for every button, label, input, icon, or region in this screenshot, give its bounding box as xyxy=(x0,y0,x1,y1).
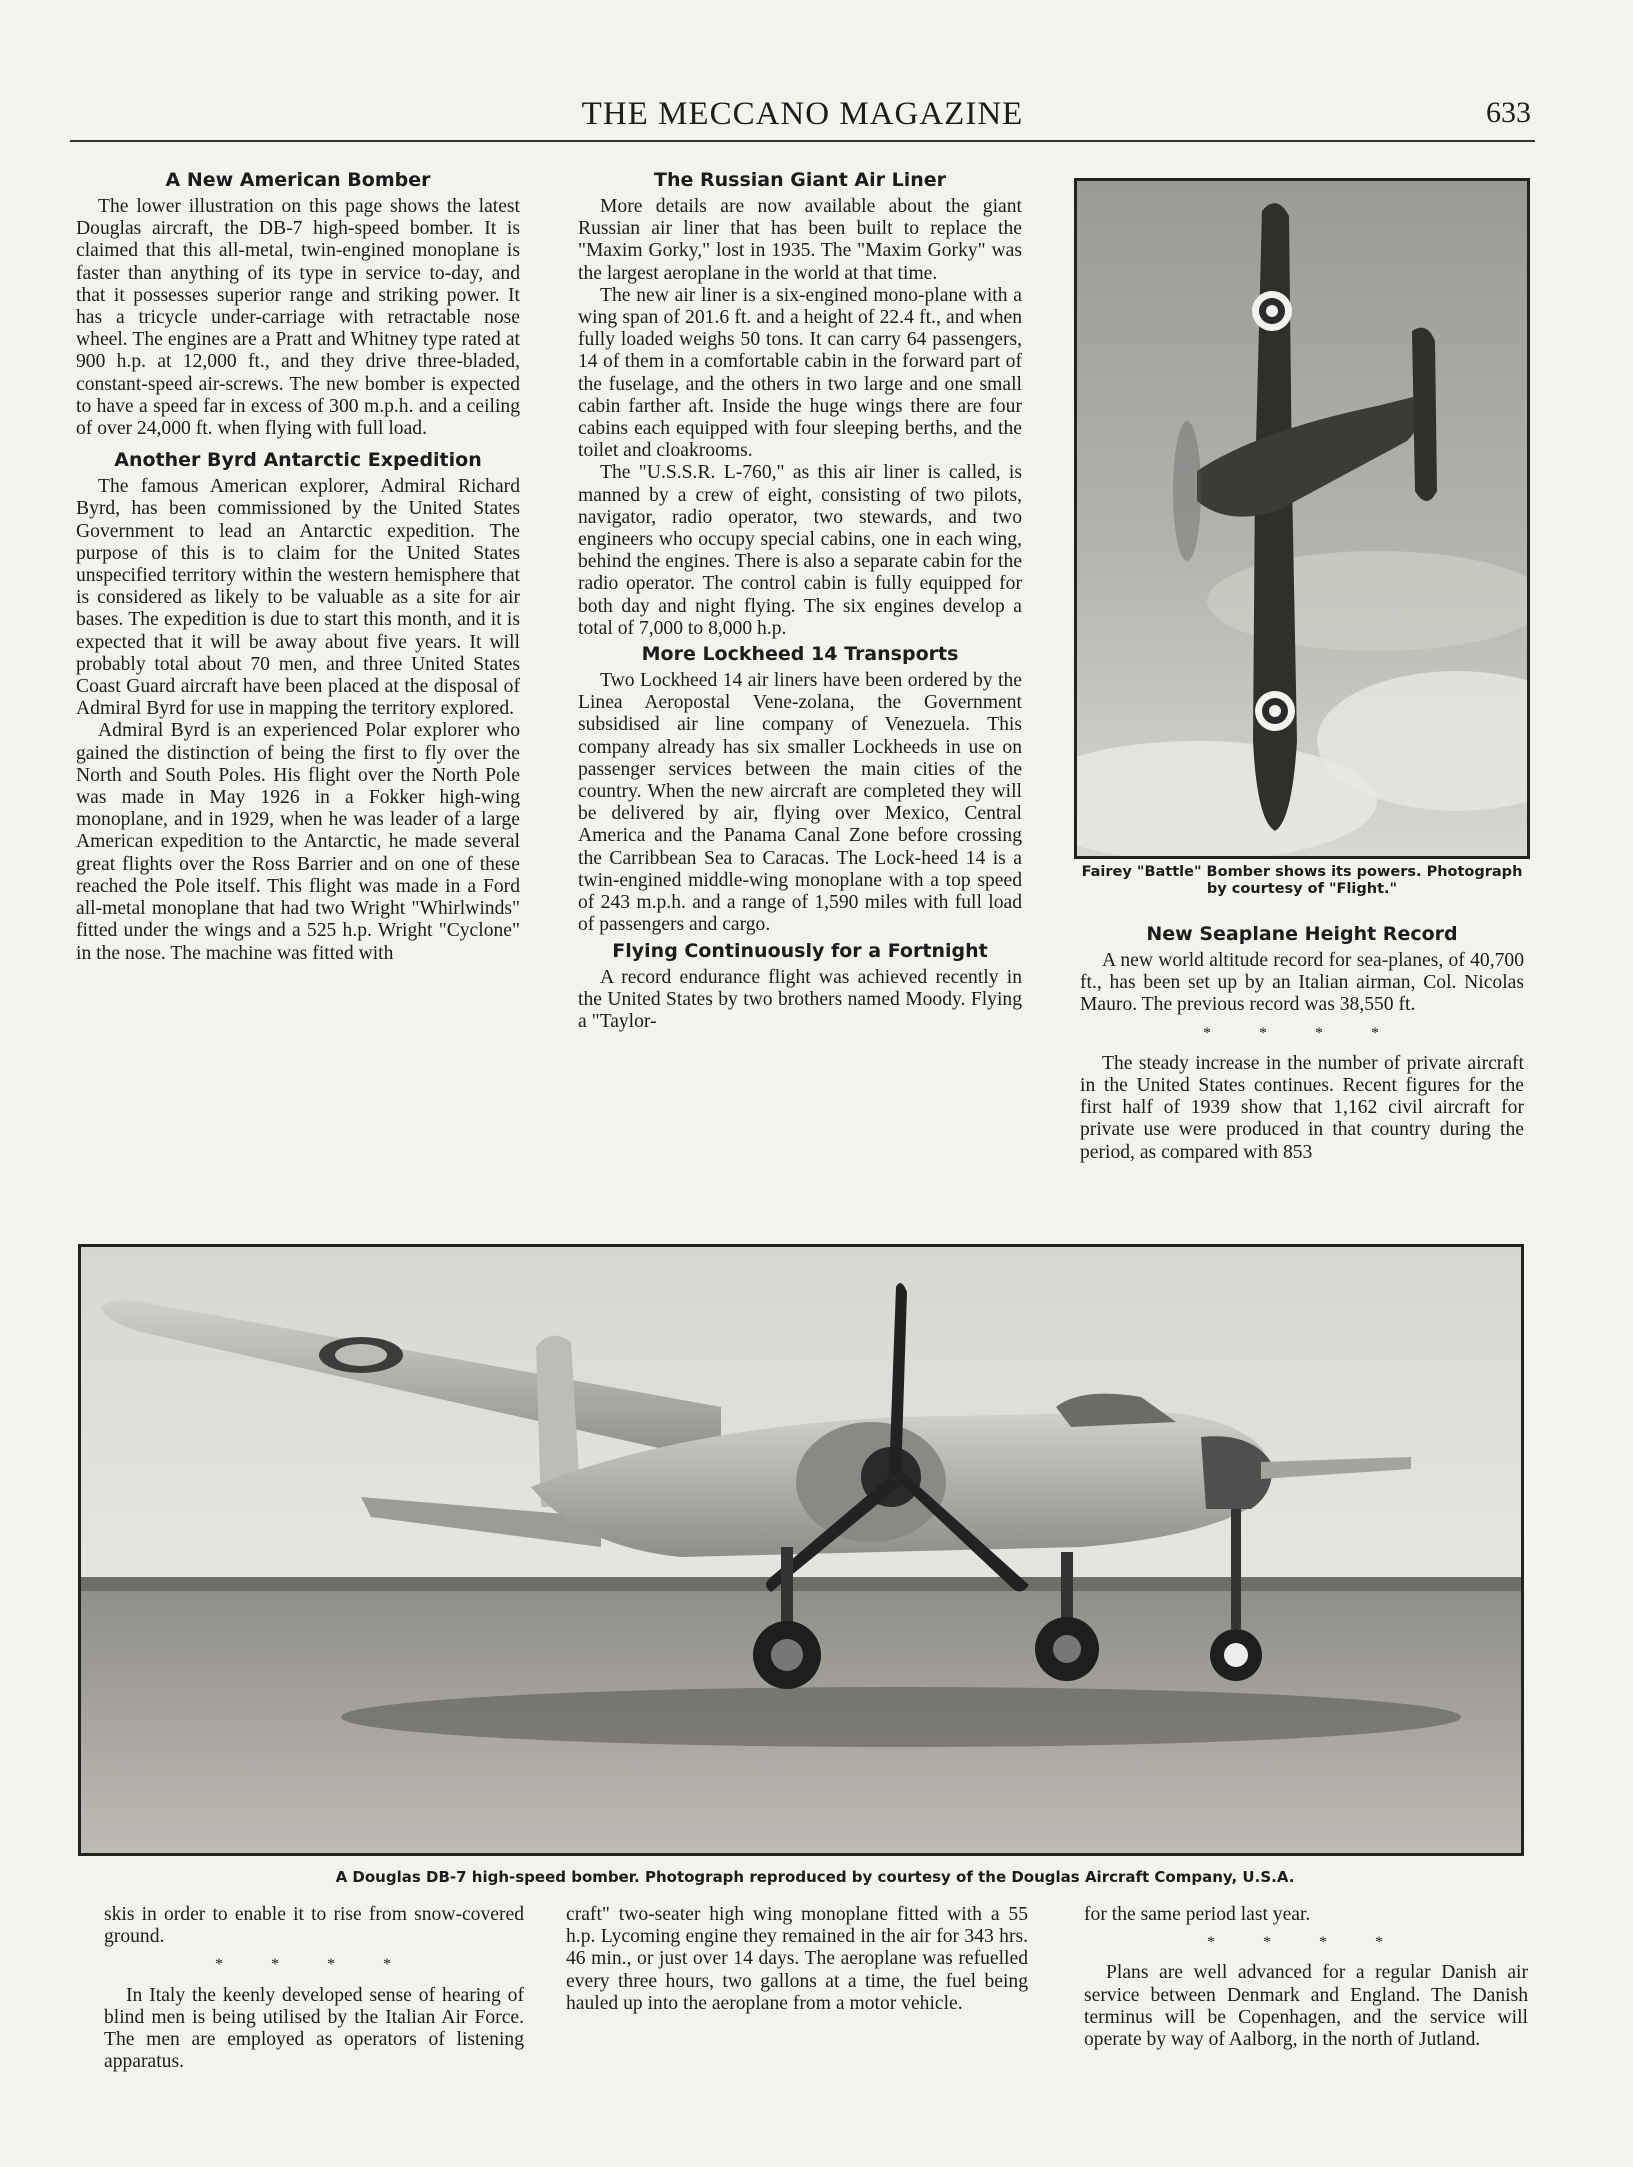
fairey-battle-illustration xyxy=(1077,181,1527,856)
fairey-battle-photo xyxy=(1074,178,1530,859)
page-number: 633 xyxy=(1486,96,1531,129)
heading-new-american-bomber: A New American Bomber xyxy=(165,169,431,191)
paragraph: craft" two-seater high wing monoplane fitted with a 55 h.p. Lycoming engine they remained in the air for 343 hrs. 46 min., or just over 14 days. The aeroplane was refuelled every three hours, two gallons at a time, the fuel being hauled up into the aeroplane from a motor vehicle. xyxy=(566,1904,1028,2014)
section-separator: * * * * xyxy=(1203,1024,1401,1042)
douglas-db7-caption: A Douglas DB-7 high-speed bomber. Photograph reproduced by courtesy of the Douglas Aircraft Company, U.S.A. xyxy=(335,1868,1295,1886)
heading-seaplane-record: New Seaplane Height Record xyxy=(1146,923,1458,945)
paragraph: Plans are well advanced for a regular Danish air service between Denmark and England. The Danish terminus will be Copenhagen, and the service will operate by way of Aalborg, in the north of Jutland. xyxy=(1084,1962,1528,2051)
bottom-column-3 xyxy=(1084,1904,1528,2051)
magazine-title: THE MECCANO MAGAZINE xyxy=(581,96,1024,132)
masthead xyxy=(70,96,1535,142)
paragraph: Two Lockheed 14 air liners have been ordered by the Linea Aeropostal Vene-zolana, the Government subsidised air line company of Venezuela. This company already has six smaller Lockheeds in use on passenger services between the main cities of the country. When the new aircraft are completed they will be delivered by air, flying over Mexico, Central America and the Panama Canal Zone before crossing the Carribbean Sea to Caracas. The Lock-heed 14 is a twin-engined middle-wing monoplane with a top speed of 243 m.p.h. and a range of 1,590 miles with full load of passengers and cargo. xyxy=(578,670,1022,936)
fairey-battle-caption: Fairey "Battle" Bomber shows its powers. Photograph by courtesy of "Flight." xyxy=(1081,864,1523,897)
bottom-column-1 xyxy=(104,1904,524,2073)
paragraph: The steady increase in the number of private aircraft in the United States continues. Recent figures for the first half of 1939 show that 1,162 civil aircraft for private use were produced in that country during the period, as compared with 853 xyxy=(1080,1052,1524,1163)
column-3 xyxy=(1080,920,1524,1164)
section-separator: * * * * xyxy=(215,1956,413,1974)
heading-russian-air-liner: The Russian Giant Air Liner xyxy=(654,169,946,191)
paragraph: More details are now available about the giant Russian air liner that has been built to replace the "Maxim Gorky," lost in 1935. The "Maxim Gorky" was the largest aeroplane in the world at that time. xyxy=(578,196,1022,284)
heading-lockheed-transports: More Lockheed 14 Transports xyxy=(641,643,959,666)
paragraph: A new world altitude record for sea-planes, of 40,700 ft., has been set up by an Italian airman, Col. Nicolas Mauro. The previous record was 38,550 ft. xyxy=(1080,950,1524,1016)
paragraph: The lower illustration on this page shows the latest Douglas aircraft, the DB-7 high-speed bomber. It is claimed that this all-metal, twin-engined monoplane is faster than anything of its type in service to-day, and that it possesses superior range and striking power. It has a tricycle under-carriage with retractable nose wheel. The engines are a Pratt and Whitney type rated at 900 h.p. at 12,000 ft., and they drive three-bladed, constant-speed air-screws. The new bomber is expected to have a speed far in excess of 300 m.p.h. and a ceiling of over 24,000 ft. when flying with full load. xyxy=(76,196,520,440)
paragraph: A record endurance flight was achieved recently in the United States by two brothers named Moody. Flying a "Taylor- xyxy=(578,966,1022,1032)
paragraph: for the same period last year. xyxy=(1084,1904,1311,1925)
paragraph: The "U.S.S.R. L-760," as this air liner is called, is manned by a crew of eight, consisting of two pilots, navigator, radio operator, two stewards, and two engineers who occupy special cabins, one in each wing, behind the engines. There is also a separate cabin for the radio operator. The control cabin is fully equipped for both day and night flying. The six engines develop a total of 7,000 to 8,000 h.p. xyxy=(578,462,1022,639)
douglas-db7-photo xyxy=(78,1244,1524,1856)
section-separator: * * * * xyxy=(1207,1934,1405,1952)
paragraph: The famous American explorer, Admiral Richard Byrd, has been commissioned by the United States Government to lead an Antarctic expedition. The purpose of this is to claim for the United States unspecified territory within the western hemisphere that is considered as likely to be valuable as a site for air bases. The expedition is due to start this month, and it is expected that it will be away about five years. It will probably total about 70 men, and three United States Coast Guard aircraft have been placed at the disposal of Admiral Byrd for use in mapping the territory explored. xyxy=(76,476,520,720)
douglas-db7-illustration xyxy=(81,1247,1521,1853)
paragraph: skis in order to enable it to rise from snow-covered ground. xyxy=(104,1904,524,1948)
paragraph: In Italy the keenly developed sense of hearing of blind men is being utilised by the Italian Air Force. The men are employed as operators of listening apparatus. xyxy=(104,1984,524,2073)
heading-flying-fortnight: Flying Continuously for a Fortnight xyxy=(612,939,988,962)
bottom-column-2 xyxy=(566,1904,1028,2015)
heading-byrd-expedition: Another Byrd Antarctic Expedition xyxy=(114,449,482,472)
paragraph: The new air liner is a six-engined mono-plane with a wing span of 201.6 ft. and a height of 22.4 ft., and when fully loaded weighs 50 tons. It can carry 64 passengers, 14 of them in a comfortable cabin in the forward part of the fuselage, and the others in two large and one small cabin farther aft. Inside the huge wings there are four cabins each equipped with four sleeping berths, and the toilet and cloakrooms. xyxy=(578,284,1022,462)
paragraph: Admiral Byrd is an experienced Polar explorer who gained the distinction of being the first to fly over the North and South Poles. His flight over the North Pole was made in May 1926 in a Fokker high-wing monoplane, and in 1929, when he was leader of a large American expedition to the Antarctic, he made several great flights over the Ross Barrier and on one of these reached the Pole itself. This flight was made in a Ford all-metal monoplane that had two Wright "Whirlwinds" fitted under the wings and a 525 h.p. Wright "Cyclone" in the nose. The machine was fitted with xyxy=(76,720,520,964)
column-1 xyxy=(76,166,520,965)
column-2 xyxy=(578,166,1022,1033)
